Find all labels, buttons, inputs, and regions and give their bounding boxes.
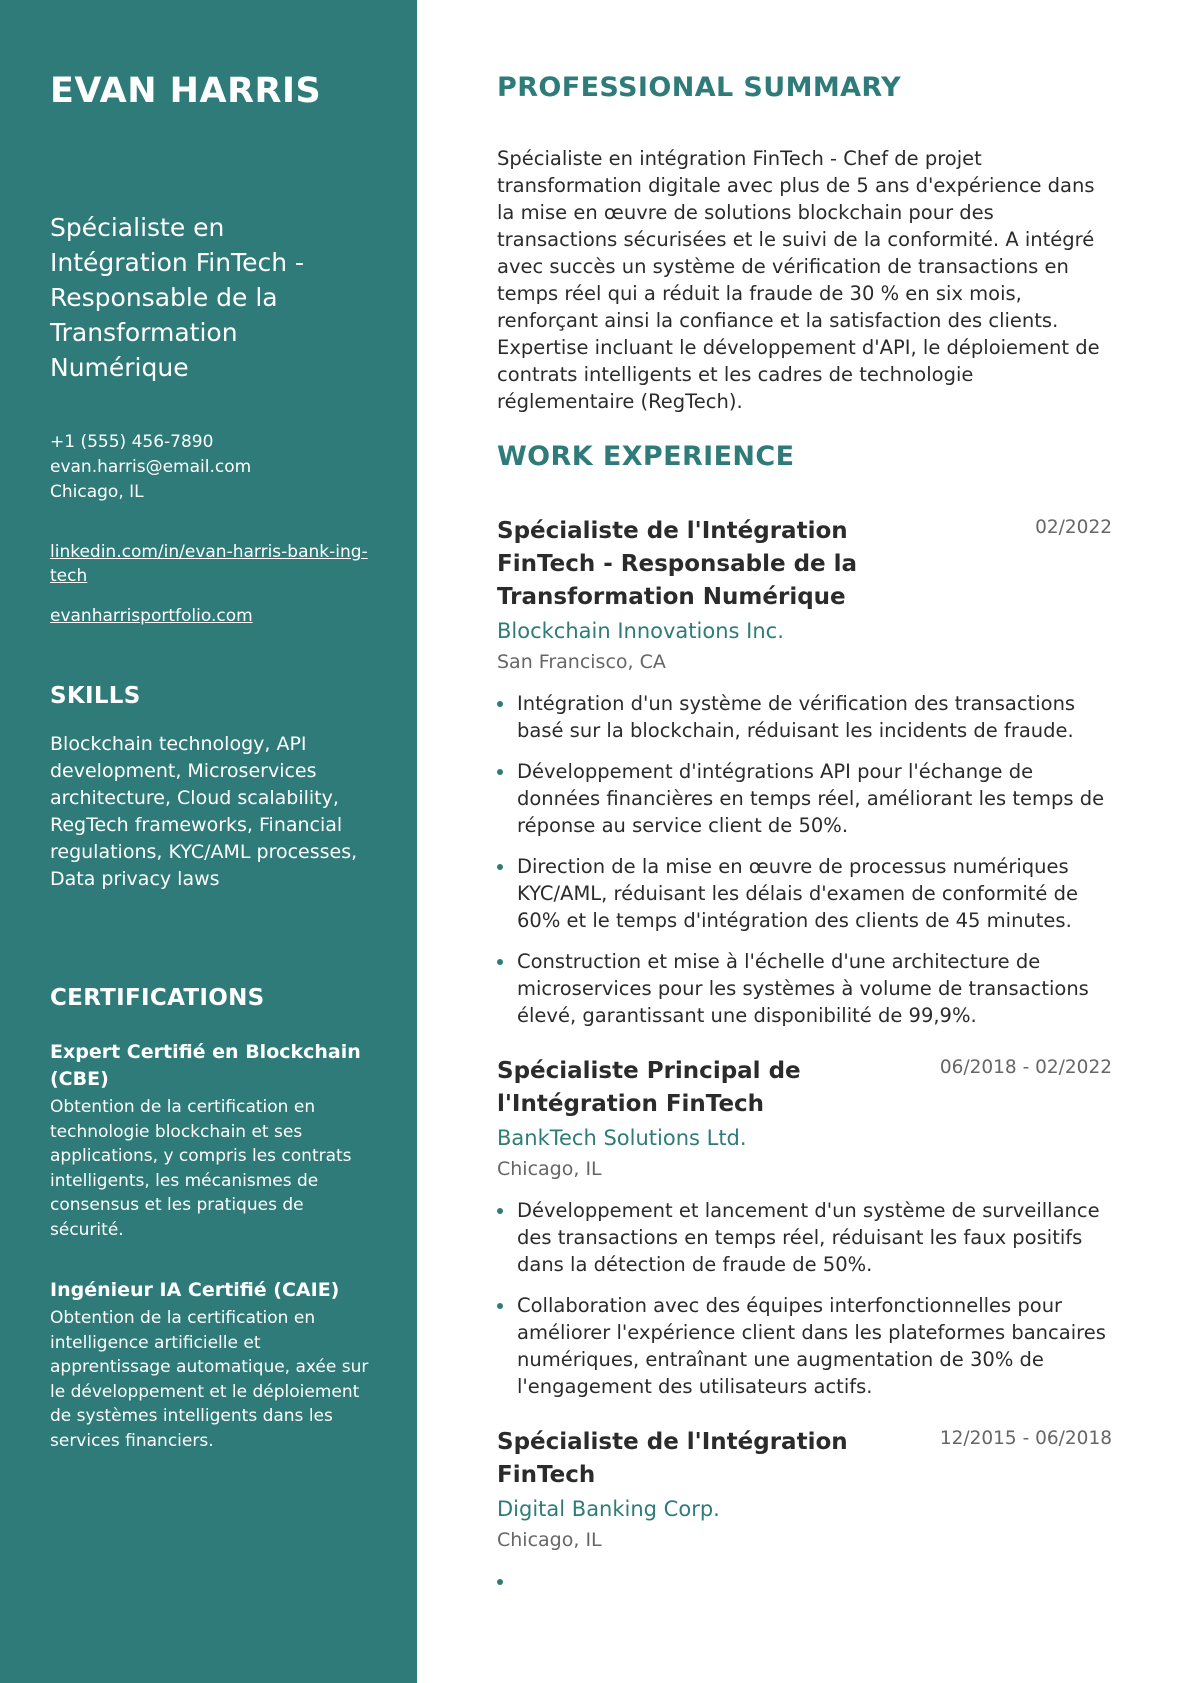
job-title: Spécialiste de l'Intégration FinTech - Responsable de la Transformation Numérique <box>497 518 858 610</box>
location: Chicago, IL <box>50 482 144 502</box>
job-company: Blockchain Innovations Inc. <box>497 619 784 643</box>
certification-title: Ingénieur IA Certifié (CAIE) <box>50 1279 340 1301</box>
candidate-name: EVAN HARRIS <box>50 71 322 111</box>
certification-description: Obtention de la certification en technologie blockchain et ses applications, y compris les contrats intelligents, les mécanismes de consensus et les pratiques de sécurité. <box>50 1097 352 1240</box>
job-bullets <box>497 1568 1112 1595</box>
phone-number: +1 (555) 456-7890 <box>50 432 214 452</box>
job-entry <box>497 1055 1112 1400</box>
job-location: San Francisco, CA <box>497 651 666 673</box>
skills-heading: SKILLS <box>50 683 141 709</box>
skills-section <box>50 683 370 893</box>
job-bullet: Direction de la mise en œuvre de processus numériques KYC/AML, réduisant les délais d'examen de conformité de 60% et le temps d'intégration des clients de 45 minutes. <box>497 853 1112 934</box>
job-company: BankTech Solutions Ltd. <box>497 1126 747 1150</box>
summary-text: Spécialiste en intégration FinTech - Chef de projet transformation digitale avec plus de 5 ans d'expérience dans la mise en œuvre de solutions blockchain pour des transactions sécurisées et le suivi de la conformité. A intégré avec succès un système de vérification de transactions en temps réel qui a réduit la fraude de 30 % en six mois, renforçant ainsi la confiance et la satisfaction des clients. Expertise incluant le développement d'API, le déploiement de contrats intelligents et les cadres de technologie réglementaire (RegTech). <box>497 147 1100 413</box>
job-bullets <box>497 1197 1112 1400</box>
linkedin-link[interactable]: linkedin.com/in/evan-harris-bank-ing-tech <box>50 542 368 586</box>
job-date: 06/2018 - 02/2022 <box>939 1057 1112 1078</box>
job-bullet: Construction et mise à l'échelle d'une architecture de microservices pour les systèmes à volume de transactions élevé, garantissant une disponibilité de 99,9%. <box>497 948 1112 1029</box>
job-title: Spécialiste de l'Intégration FinTech <box>497 1429 848 1488</box>
job-title: Spécialiste Principal de l'Intégration FinTech <box>497 1058 801 1117</box>
job-bullets <box>497 690 1112 1029</box>
email-address: evan.harris@email.com <box>50 457 252 477</box>
certification-title: Expert Certifié en Blockchain (CBE) <box>50 1041 361 1090</box>
portfolio-link[interactable]: evanharrisportfolio.com <box>50 606 253 626</box>
job-bullet: Développement et lancement d'un système de surveillance des transactions en temps réel, réduisant les faux positifs dans la détection de fraude de 50%. <box>497 1197 1112 1278</box>
job-list <box>497 515 1112 1621</box>
candidate-headline: Spécialiste en Intégration FinTech - Responsable de la Transformation Numérique <box>50 213 305 382</box>
job-entry <box>497 515 1112 1029</box>
job-location: Chicago, IL <box>497 1158 602 1180</box>
job-entry <box>497 1426 1112 1595</box>
job-company: Digital Banking Corp. <box>497 1497 720 1521</box>
job-bullet: Développement d'intégrations API pour l'échange de données financières en temps réel, améliorant les temps de réponse au service client de 50%. <box>497 758 1112 839</box>
certification-description: Obtention de la certification en intelligence artificielle et apprentissage automatique, axée sur le développement et le déploiement de systèmes intelligents dans les services financiers. <box>50 1308 369 1451</box>
summary-heading: PROFESSIONAL SUMMARY <box>497 72 902 103</box>
certification-item <box>50 1039 380 1242</box>
experience-heading: WORK EXPERIENCE <box>497 441 795 472</box>
job-date: 12/2015 - 06/2018 <box>939 1428 1112 1449</box>
job-bullet <box>497 1568 1112 1595</box>
certifications-heading: CERTIFICATIONS <box>50 985 265 1011</box>
profile-links <box>50 540 370 644</box>
job-location: Chicago, IL <box>497 1529 602 1551</box>
job-bullet: Intégration d'un système de vérification des transactions basé sur la blockchain, réduisant les incidents de fraude. <box>497 690 1112 744</box>
certifications-section <box>50 985 380 1453</box>
job-bullet: Collaboration avec des équipes interfonctionnelles pour améliorer l'expérience client dans les plateformes bancaires numériques, entraînant une augmentation de 30% de l'engagement des utilisateurs actifs. <box>497 1292 1112 1400</box>
contact-info <box>50 430 370 505</box>
sidebar <box>0 0 417 1683</box>
skills-list: Blockchain technology, API development, Microservices architecture, Cloud scalability, RegTech frameworks, Financial regulations, KYC/AML processes, Data privacy laws <box>50 733 358 890</box>
job-date: 02/2022 <box>1035 517 1112 538</box>
certification-item <box>50 1277 380 1453</box>
